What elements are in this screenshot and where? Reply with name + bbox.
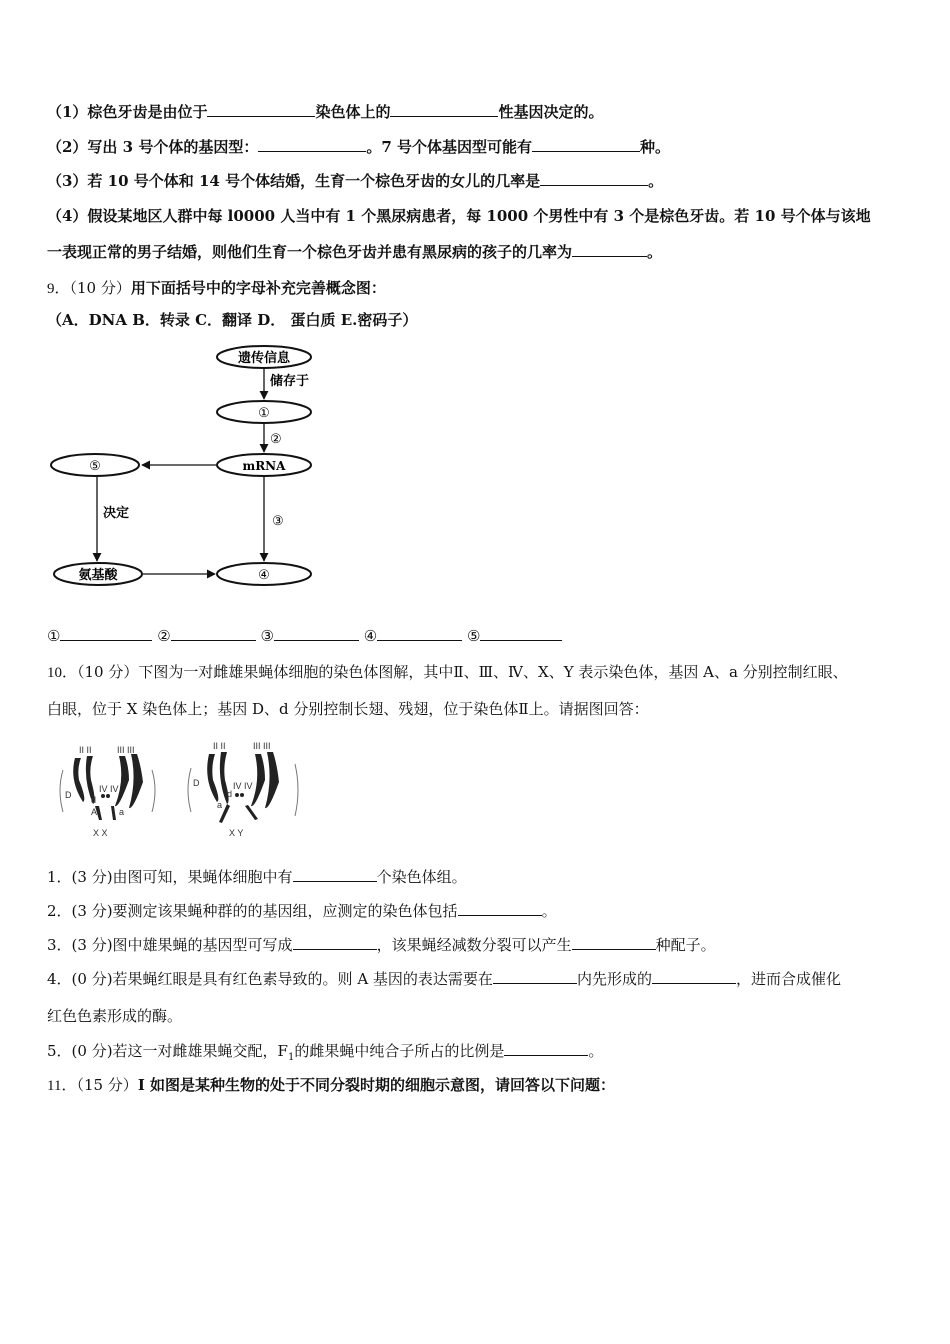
- q9-stem: 9．（10 分）用下面括号中的字母补充完善概念图：: [47, 279, 386, 297]
- svg-text:D: D: [193, 778, 200, 788]
- answer-blank[interactable]: [293, 867, 377, 882]
- label-store: 储存于: [270, 374, 310, 389]
- svg-text:a: a: [119, 807, 125, 817]
- q8-sub-2: （2）写出 3 号个体的基因型： 。7 号个体基因型可能有 种。: [47, 138, 671, 156]
- svg-text:X X: X X: [93, 828, 108, 838]
- male-chromosome-figure: [183, 740, 308, 840]
- answer-blank[interactable]: [458, 901, 542, 916]
- label-decide: 决定: [103, 506, 130, 521]
- node-5: [51, 454, 139, 476]
- svg-text:IV IV: IV IV: [99, 784, 119, 794]
- q11-stem: 11．（15 分）I 如图是某种生物的处于不同分裂时期的细胞示意图，请回答以下问题：: [47, 1076, 616, 1094]
- q10-item-3: 3．(3 分)图中雄果蝇的基因型可写成 ，该果蝇经减数分裂可以产生 种配子。: [47, 936, 716, 954]
- answer-blank[interactable]: [207, 102, 315, 117]
- svg-text:a: a: [217, 800, 223, 810]
- q10-item-2: 2．(3 分)要测定该果蝇种群的的基因组，应测定的染色体包括 。: [47, 902, 557, 920]
- svg-text:IV IV: IV IV: [233, 781, 253, 791]
- answer-blank[interactable]: [293, 935, 377, 950]
- svg-text:④: ④: [258, 568, 270, 583]
- answer-blank[interactable]: [504, 1041, 588, 1056]
- answer-blank[interactable]: [493, 969, 577, 984]
- answer-blank[interactable]: [390, 102, 498, 117]
- q8-sub-4-cont: 一表现正常的男子结婚，则他们生育一个棕色牙齿并患有黑尿病的孩子的几率为 。: [47, 243, 663, 261]
- concept-map: [40, 340, 340, 590]
- answer-blank[interactable]: [60, 626, 152, 641]
- q10-stem-2: 白眼，位于 X 染色体上；基因 D、d 分别控制长翅、残翅，位于染色体Ⅱ上。请据图回答：: [47, 700, 649, 718]
- label-2: ②: [270, 432, 282, 447]
- node-1: [217, 401, 311, 423]
- node-amino-acid: [54, 563, 142, 585]
- svg-text:①: ①: [258, 406, 270, 421]
- svg-text:II II: II II: [213, 741, 226, 751]
- q10-item-5: 5．(0 分)若这一对雌雄果蝇交配，$F_1$的雌果蝇中纯合子所占的比例是 。: [47, 1042, 604, 1063]
- q8-sub-1: （1）棕色牙齿是由位于 染色体上的 性基因决定的。: [47, 103, 604, 121]
- q10-item-1: 1．(3 分)由图可知，果蝇体细胞中有 个染色体组。: [47, 868, 467, 886]
- answer-blank[interactable]: [652, 969, 736, 984]
- node-genetic-info: [217, 346, 311, 368]
- answer-blank[interactable]: [532, 137, 640, 152]
- answer-blank[interactable]: [274, 626, 359, 641]
- answer-blank[interactable]: [572, 242, 647, 257]
- svg-text:A: A: [91, 807, 98, 817]
- svg-text:III III: III III: [117, 745, 135, 755]
- answer-blank[interactable]: [171, 626, 256, 641]
- svg-text:d: d: [91, 795, 97, 805]
- svg-text:⑤: ⑤: [89, 459, 101, 474]
- female-chromosome-figure: [55, 740, 160, 840]
- label-3: ③: [272, 514, 284, 529]
- q10-item-4-cont: 红色色素形成的酶。: [47, 1007, 183, 1025]
- node-4: [217, 563, 311, 585]
- answer-blank[interactable]: [377, 626, 462, 641]
- q10-stem-1: 10．（10 分）下图为一对雌雄果蝇体细胞的染色体图解，其中Ⅱ、Ⅲ、Ⅳ、X、Y 表示染色体，基因 A、a 分别控制红眼、: [47, 663, 848, 681]
- svg-text:X Y: X Y: [229, 828, 244, 838]
- node-mrna: [217, 454, 311, 476]
- svg-text:III III: III III: [253, 741, 271, 751]
- svg-text:氨基酸: 氨基酸: [78, 568, 118, 583]
- q8-sub-4: （4）假设某地区人群中每 l0000 人当中有 1 个黑尿病患者，每 1000 个男性中有 3 个是棕色牙齿。若 10 号个体与该地: [47, 207, 871, 225]
- q9-options: （A．DNA B．转录 C．翻译 D． 蛋白质 E.密码子）: [47, 311, 418, 329]
- answer-blank[interactable]: [258, 137, 366, 152]
- q9-answers: ① ② ③ ④ ⑤: [47, 625, 910, 647]
- svg-text:mRNA: mRNA: [242, 459, 286, 473]
- svg-text:II II: II II: [79, 745, 92, 755]
- q8-sub-3: （3）若 10 号个体和 14 号个体结婚，生育一个棕色牙齿的女儿的几率是 。: [47, 172, 664, 190]
- svg-text:遗传信息: 遗传信息: [237, 351, 291, 366]
- answer-blank[interactable]: [540, 171, 648, 186]
- svg-text:d: d: [227, 789, 233, 799]
- answer-blank[interactable]: [572, 935, 656, 950]
- answer-blank[interactable]: [480, 626, 562, 641]
- svg-text:D: D: [65, 790, 72, 800]
- q10-item-4: 4．(0 分)若果蝇红眼是具有红色素导致的。则 A 基因的表达需要在 内先形成的 ，进而合成催化: [47, 970, 841, 988]
